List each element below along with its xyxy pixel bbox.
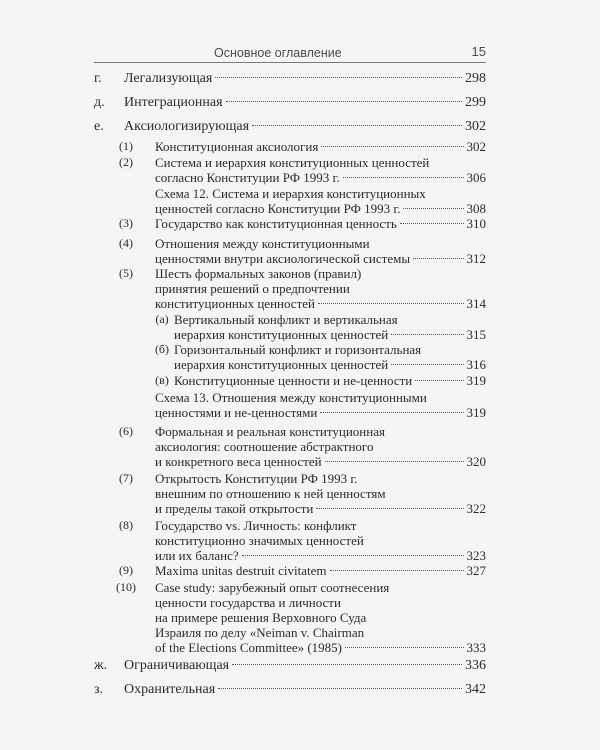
toc-entry-page: 302	[466, 139, 486, 154]
toc-entry-line: аксиология: соотношение абстрактного	[155, 439, 374, 454]
toc-entry-title: Интеграционная	[124, 95, 223, 110]
toc-entry-line: конституционно значимых ценностей	[155, 533, 364, 548]
toc-entry-title: ценностей согласно Конституции РФ 1993 г.	[155, 201, 401, 216]
toc-entry-title: Maxima unitas destruit civitatem	[155, 563, 327, 578]
toc-entry-page: 315	[466, 327, 486, 342]
toc-entry-g	[94, 70, 486, 87]
toc-entry-page: 298	[465, 71, 486, 86]
toc-entry-page: 310	[466, 216, 486, 231]
toc-entry-page: 342	[465, 682, 486, 697]
toc-entry-n10	[94, 580, 486, 655]
toc-entry-marker: г.	[94, 71, 102, 86]
toc-entry-title: и пределы такой открытости	[155, 501, 314, 516]
toc-entry-n1	[94, 139, 486, 154]
toc-entry-marker: д.	[94, 95, 105, 110]
toc-entry-page: 302	[465, 119, 486, 134]
toc-entry-marker: ж.	[94, 658, 108, 673]
dot-leader	[413, 258, 463, 259]
toc-entry-line: Горизонтальный конфликт и горизонтальная	[174, 342, 422, 357]
toc-entry-n8	[94, 518, 486, 563]
toc-entry-s12	[94, 186, 486, 216]
toc-entry-s13	[94, 390, 486, 420]
toc-entry-n3	[94, 216, 486, 231]
toc-entry-title: Государство как конституционная ценность	[155, 216, 397, 231]
toc-entry-page: 319	[466, 373, 486, 388]
toc-entry-n9	[94, 563, 486, 578]
toc-entry-page: 322	[466, 501, 486, 516]
toc-entry-line: Схема 13. Отношения между конституционными	[155, 390, 427, 405]
toc-entry-marker: (10)	[116, 580, 136, 594]
toc-entry-page: 306	[466, 170, 486, 185]
toc-entry-line: Отношения между конституционными	[155, 236, 370, 251]
toc-entry-page: 308	[466, 201, 486, 216]
toc-entry-marker: (4)	[119, 236, 133, 250]
toc-entry-title: of the Elections Committee» (1985)	[155, 640, 343, 655]
dot-leader	[218, 688, 462, 689]
toc-entry-line: Открытость Конституции РФ 1993 г.	[155, 471, 358, 486]
toc-entry-marker: (1)	[119, 139, 133, 153]
toc-entry-line: Вертикальный конфликт и вертикальная	[174, 312, 398, 327]
toc-entry-title: Аксиологизирующая	[124, 119, 250, 134]
toc-entry-line: Схема 12. Система и иерархия конституционных	[155, 186, 426, 201]
dot-leader	[343, 177, 464, 178]
toc-entry-line: на примере решения Верховного Суда	[155, 610, 367, 625]
toc-entry-e	[94, 118, 486, 135]
toc-entry-line: принятия решений о предпочтении	[155, 281, 350, 296]
dot-leader	[391, 334, 463, 335]
toc-entry-title: ценностями внутри аксиологической системы	[155, 251, 411, 266]
toc-entry-marker: (7)	[119, 471, 133, 485]
toc-entry-marker: з.	[94, 682, 104, 697]
toc-entry-line: Шесть формальных законов (правил)	[155, 266, 362, 281]
dot-leader	[215, 77, 462, 78]
toc-entry-title: и конкретного веса ценностей	[155, 454, 322, 469]
toc-entry-title: Конституционная аксиология	[155, 139, 319, 154]
toc-entry-title: иерархия конституционных ценностей	[174, 327, 389, 342]
toc-entry-title: Ограничивающая	[124, 658, 230, 673]
toc-entry-page: 333	[466, 640, 486, 655]
toc-entry-n4	[94, 236, 486, 266]
toc-entry-page: 312	[466, 251, 486, 266]
toc-entry-marker: (2)	[119, 155, 133, 169]
toc-entry-marker: (8)	[119, 518, 133, 532]
toc-entry-v	[94, 373, 486, 388]
toc-entry-title: Конституционные ценности и не-ценности	[174, 373, 413, 388]
toc-entry-title: согласно Конституции РФ 1993 г.	[155, 170, 340, 185]
running-header-title: Основное оглавление	[214, 46, 342, 60]
dot-leader	[242, 555, 464, 556]
page-number: 15	[471, 44, 486, 59]
dot-leader	[415, 380, 463, 381]
toc-entry-line: Государство vs. Личность: конфликт	[155, 518, 357, 533]
toc-entry-page: 327	[466, 563, 486, 578]
toc-entry-page: 299	[465, 95, 486, 110]
toc-entry-page: 316	[466, 357, 486, 372]
toc-entry-d	[94, 94, 486, 111]
toc-entry-n5	[94, 266, 486, 311]
toc-entry-marker: (6)	[119, 424, 133, 438]
toc-entry-a	[94, 312, 486, 342]
dot-leader	[226, 101, 462, 102]
toc-entry-page: 314	[466, 296, 486, 311]
toc-entry-title: Легализующая	[124, 71, 213, 86]
dot-leader	[403, 208, 463, 209]
dot-leader	[345, 647, 463, 648]
dot-leader	[232, 664, 462, 665]
toc-entry-line: Израиля по делу «Neiman v. Chairman	[155, 625, 365, 640]
toc-entry-title: Охранительная	[124, 682, 216, 697]
toc-entry-line: ценности государства и личности	[155, 595, 341, 610]
dot-leader	[318, 303, 464, 304]
toc-entry-n7	[94, 471, 486, 516]
toc-entry-line: Case study: зарубежный опыт соотнесения	[155, 580, 390, 595]
toc-entry-page: 320	[466, 454, 486, 469]
toc-entry-title: иерархия конституционных ценностей	[174, 357, 389, 372]
toc-entry-page: 319	[466, 405, 486, 420]
toc-entry-title: конституционных ценностей	[155, 296, 315, 311]
toc-entry-marker: (5)	[119, 266, 133, 280]
running-header	[94, 40, 486, 63]
dot-leader	[316, 508, 463, 509]
toc-entry-n6	[94, 424, 486, 469]
toc-entry-marker: (а)	[155, 312, 169, 326]
toc-entry-line: Формальная и реальная конституционная	[155, 424, 385, 439]
toc-entry-line: внешним по отношению к ней ценностям	[155, 486, 386, 501]
toc-entry-page: 336	[465, 658, 486, 673]
dot-leader	[391, 364, 463, 365]
toc-entry-title: ценностями и не-ценностями	[155, 405, 318, 420]
dot-leader	[330, 570, 464, 571]
dot-leader	[325, 461, 464, 462]
toc-entry-title: или их баланс?	[155, 548, 239, 563]
toc-entry-zh	[94, 657, 486, 674]
toc-entry-b	[94, 342, 486, 372]
toc-entry-marker: е.	[94, 119, 104, 134]
toc-entry-z	[94, 681, 486, 698]
toc-entry-marker: (3)	[119, 216, 133, 230]
dot-leader	[320, 412, 463, 413]
dot-leader	[252, 125, 462, 126]
dot-leader	[400, 223, 464, 224]
toc-entry-marker: (в)	[155, 373, 169, 387]
toc-entry-n2	[94, 155, 486, 185]
dot-leader	[321, 146, 463, 147]
toc-entry-marker: (9)	[119, 563, 133, 577]
toc-entry-line: Система и иерархия конституционных ценностей	[155, 155, 430, 170]
toc-entry-page: 323	[466, 548, 486, 563]
toc-entry-marker: (б)	[154, 342, 170, 356]
